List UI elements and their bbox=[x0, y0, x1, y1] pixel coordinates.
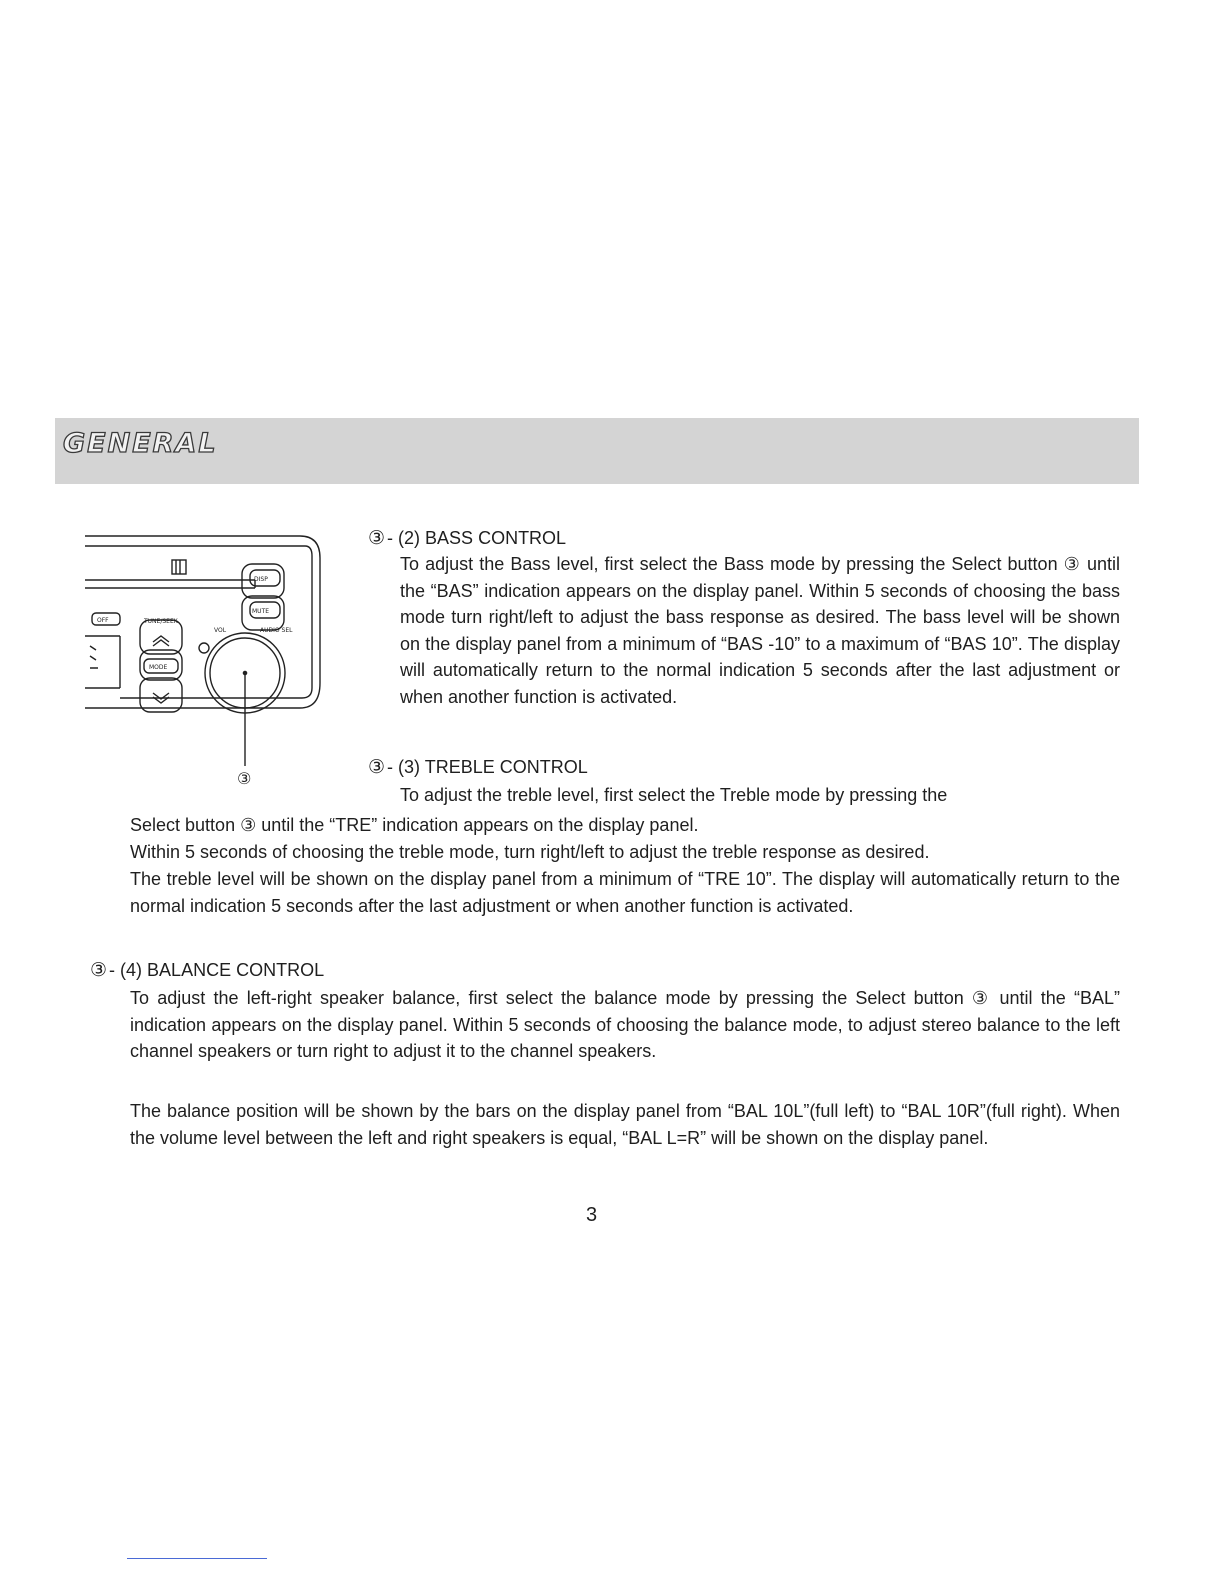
treble-body: The treble level will be shown on the display panel from a minimum of “TRE 10”. The display will automatically return to the normal indication 5 seconds after the last adjustment or when another function is activated. bbox=[130, 869, 1120, 916]
balance-heading-text: - (4) BALANCE CONTROL bbox=[109, 960, 325, 980]
tune-seek-label: TUNE/SEEK bbox=[144, 618, 178, 625]
disp-label: DISP bbox=[254, 576, 268, 583]
banner-title: GENERAL bbox=[63, 428, 218, 459]
section-banner bbox=[55, 418, 1139, 484]
balance-heading bbox=[90, 958, 324, 983]
treble-line-2: Select button ③ until the “TRE” indication appears on the display panel. bbox=[130, 815, 699, 835]
treble-heading-text: - (3) TREBLE CONTROL bbox=[387, 757, 588, 777]
treble-marker: ③ bbox=[368, 757, 386, 778]
footer-rule bbox=[127, 1558, 267, 1559]
mode-label: MODE bbox=[149, 664, 168, 671]
diagram-callout: ③ bbox=[237, 769, 252, 788]
bass-marker: ③ bbox=[368, 528, 386, 549]
balance-body-1: To adjust the left-right speaker balance, first select the balance mode by pressing the Select button ③ until the “BAL” indication appears on the display panel. Within 5 seconds of choosing the balance mode, to adjust stereo balance to the left channel speakers or turn right to adjust it to the channel speakers. bbox=[130, 988, 1120, 1061]
car-stereo-diagram bbox=[80, 528, 330, 790]
balance-marker: ③ bbox=[90, 960, 108, 981]
off-label: OFF bbox=[97, 617, 109, 624]
mute-label: MUTE bbox=[252, 608, 270, 615]
treble-heading bbox=[368, 755, 588, 780]
balance-body-2: The balance position will be shown by the bars on the display panel from “BAL 10L”(full left) to “BAL 10R”(full right). When the volume level between the left and right speakers is equal, “BAL L=R” will be shown on the display panel. bbox=[130, 1101, 1120, 1148]
treble-line-3: Within 5 seconds of choosing the treble mode, turn right/left to adjust the treble response as desired. bbox=[130, 842, 930, 862]
vol-label: VOL bbox=[214, 627, 227, 634]
bass-heading bbox=[368, 526, 566, 551]
audio-sel-label: AUDIO SEL bbox=[260, 627, 293, 634]
page-number: 3 bbox=[586, 1204, 598, 1226]
treble-first-line: To adjust the treble level, first select the Treble mode by pressing the bbox=[400, 785, 948, 805]
bass-heading-text: - (2) BASS CONTROL bbox=[387, 528, 567, 548]
bass-body: To adjust the Bass level, first select the Bass mode by pressing the Select button ③ until the “BAS” indication appears on the display panel. Within 5 seconds of choosing the bass mode turn right/left to adjust the bass response as desired. The bass level will be shown on the display panel from a minimum of “BAS -10” to a maximum of “BAS 10”. The display will automatically return to the normal indication 5 seconds after the last adjustment or when another function is activated. bbox=[400, 554, 1120, 707]
